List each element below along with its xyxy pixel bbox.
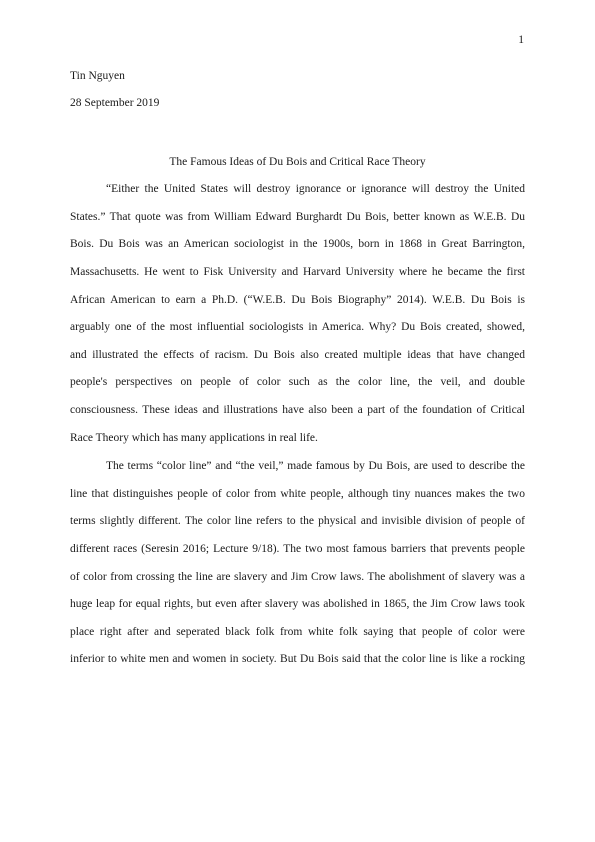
paragraph-line: consciousness. These ideas and illustrations have also been a part of the foundation of Critical — [70, 404, 525, 417]
paragraph-line: arguably one of the most influential sociologists in America. Why? Du Bois created, showed, — [70, 321, 525, 334]
author-name: Tin Nguyen — [70, 70, 125, 82]
paragraph-line: The terms “color line” and “the veil,” made famous by Du Bois, are used to describe the — [106, 460, 525, 472]
paragraph-line: and illustrated the effects of racism. Du Bois also created multiple ideas that have changed — [70, 348, 525, 361]
paragraph-line: African American to earn a Ph.D. (“W.E.B. Du Bois Biography” 2014). W.E.B. Du Bois is — [70, 293, 525, 306]
paragraph-line: Bois. Du Bois was an American sociologist in the 1900s, born in 1868 in Great Barrington, — [70, 238, 525, 251]
essay-title: The Famous Ideas of Du Bois and Critical Race Theory — [169, 156, 426, 168]
paragraph-line: place right after and seperated black folk from white folk saying that people of color were — [70, 625, 525, 638]
paragraph-line: States.” That quote was from William Edward Burghardt Du Bois, better known as W.E.B. Du — [70, 210, 525, 223]
paragraph-line: Massachusetts. He went to Fisk University and Harvard University where he became the first — [70, 265, 525, 278]
paragraph-line: Race Theory which has many applications in real life. — [70, 431, 318, 444]
paragraph-line: line that distinguishes people of color from white people, although tiny nuances makes the two — [70, 487, 525, 500]
page-number: 1 — [518, 34, 524, 46]
paragraph-line: “Either the United States will destroy ignorance or ignorance will destroy the United — [106, 183, 525, 195]
paragraph-line: terms slightly different. The color line refers to the physical and invisible division of people of — [70, 515, 525, 528]
paragraph-1 — [70, 182, 525, 458]
paragraph-line: huge leap for equal rights, but even after slavery was abolished in 1865, the Jim Crow laws took — [70, 598, 525, 611]
paragraph-line: inferior to white men and women in society. But Du Bois said that the color line is like a rocking — [70, 653, 525, 666]
paragraph-line: people's perspectives on people of color such as the color line, the veil, and double — [70, 376, 525, 389]
paragraph-line: of color from crossing the line are slavery and Jim Crow laws. The abolishment of slavery was a — [70, 570, 525, 583]
paragraph-2 — [70, 459, 525, 680]
document-date: 28 September 2019 — [70, 97, 160, 109]
paragraph-line: different races (Seresin 2016; Lecture 9/18). The two most famous barriers that prevents people — [70, 542, 525, 555]
